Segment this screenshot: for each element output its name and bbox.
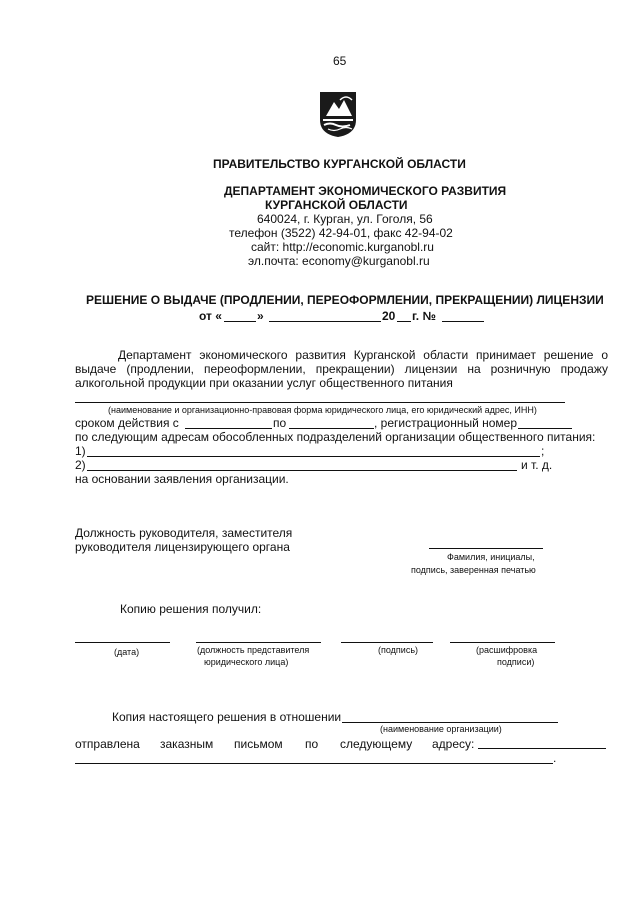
paragraph-line1: Департамент экономического развития Курганской области принимает решение о [118, 348, 608, 362]
decode-caption2: подписи) [497, 657, 535, 667]
decode-caption1: (расшифровка [476, 645, 538, 655]
copy-received-label: Копию решения получил: [120, 602, 262, 616]
department-site: сайт: http://economic.kurganobl.ru [251, 240, 434, 254]
position-line2: руководителя лицензирующего органа [75, 540, 290, 554]
address-item-2-end: и т. д. [521, 458, 553, 472]
basis-text: на основании заявления организации. [75, 472, 289, 486]
term-label: сроком действия с [75, 416, 179, 430]
date-year-label: 20 [382, 309, 396, 323]
organization-name-caption: (наименование организации) [380, 724, 502, 734]
name-caption-line2: подпись, заверенная печатью [411, 565, 536, 575]
copy-sent-line1: Копия настоящего решения в отношении [112, 710, 342, 724]
term-to-label: по [273, 416, 287, 430]
paragraph-line3: алкогольной продукции при оказании услуг общественного питания [75, 376, 453, 390]
date-caption: (дата) [114, 647, 140, 657]
government-title: ПРАВИТЕЛЬСТВО КУРГАНСКОЙ ОБЛАСТИ [213, 157, 466, 171]
sent-word-2: заказным [160, 737, 214, 751]
date-number-label: г. № [412, 309, 436, 323]
representative-position-caption2: юридического лица) [204, 657, 289, 667]
sent-word-5: следующему [340, 737, 413, 751]
addresses-label: по следующим адресам обособленных подразделений организации общественного питания: [75, 430, 596, 444]
decision-title: РЕШЕНИЕ О ВЫДАЧЕ (ПРОДЛЕНИИ, ПЕРЕОФОРМЛЕНИИ, ПРЕКРАЩЕНИИ) ЛИЦЕНЗИИ [86, 293, 604, 307]
sent-word-1: отправлена [75, 737, 140, 751]
address-item-1-end: ; [541, 444, 545, 458]
page-number: 65 [333, 54, 347, 68]
registration-label: , регистрационный номер [374, 416, 518, 430]
department-phone: телефон (3522) 42-94-01, факс 42-94-02 [229, 226, 453, 240]
address-item-2: 2) [75, 458, 86, 472]
address-item-1: 1) [75, 444, 86, 458]
sent-end: . [553, 751, 557, 765]
sent-word-3: письмом [234, 737, 283, 751]
department-title-line1: ДЕПАРТАМЕНТ ЭКОНОМИЧЕСКОГО РАЗВИТИЯ [224, 184, 507, 198]
position-line1: Должность руководителя, заместителя [75, 526, 293, 540]
date-from-label: от « [199, 309, 222, 323]
signature-caption: (подпись) [378, 645, 419, 655]
name-caption-line1: Фамилия, инициалы, [447, 552, 535, 562]
coat-of-arms-icon [318, 90, 358, 138]
department-address: 640024, г. Курган, ул. Гоголя, 56 [257, 212, 433, 226]
sent-word-6: адресу: [432, 737, 475, 751]
date-quote-close: » [257, 309, 264, 323]
representative-position-caption1: (должность представителя [197, 645, 310, 655]
sent-word-4: по [305, 737, 319, 751]
organization-caption: (наименование и организационно-правовая форма юридического лица, его юридический адрес, ИНН) [108, 405, 537, 415]
paragraph-line2: выдаче (продлении, переоформлении, прекращении) лицензии на розничную продажу [75, 362, 608, 376]
department-title-line2: КУРГАНСКОЙ ОБЛАСТИ [265, 198, 408, 212]
department-email: эл.почта: economy@kurganobl.ru [248, 254, 430, 268]
